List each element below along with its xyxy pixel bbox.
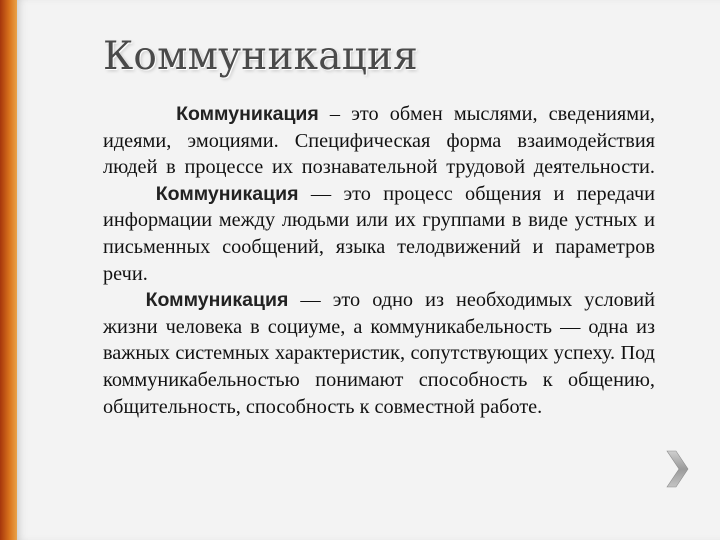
paragraph-2 — [103, 181, 655, 287]
chevron-right-icon — [664, 449, 690, 489]
term-highlight: Коммуникация — [176, 103, 319, 125]
slide-title: Коммуникация — [103, 34, 418, 79]
paragraph-text: — это процесс общения и передачи информации между людьми или их группами в виде устных и письменных сообщений, языка телодвижений и параметров речи. — [103, 182, 655, 285]
paragraph-3 — [103, 287, 655, 420]
body-text — [103, 101, 655, 420]
term-highlight: Коммуникация — [145, 289, 289, 312]
paragraph-text: – это обмен мыслями, сведениями, идеями, эмоциями. Специфическая форма взаимодействия людей в процессе их познавательной трудовой деятельности. — [103, 103, 655, 179]
accent-bar — [0, 0, 17, 540]
term-highlight: Коммуникация — [155, 182, 299, 205]
paragraph-1 — [103, 101, 655, 181]
paragraph-text: — это одно из необходимых условий жизни человека в социуме, а коммуникабельность — одна из важных системных характеристик, сопутствующих успеху. Под коммуникабельностью понимают способность к общению, общительность, способность к совместной работе. — [103, 289, 655, 418]
next-slide-button[interactable] — [664, 449, 690, 489]
